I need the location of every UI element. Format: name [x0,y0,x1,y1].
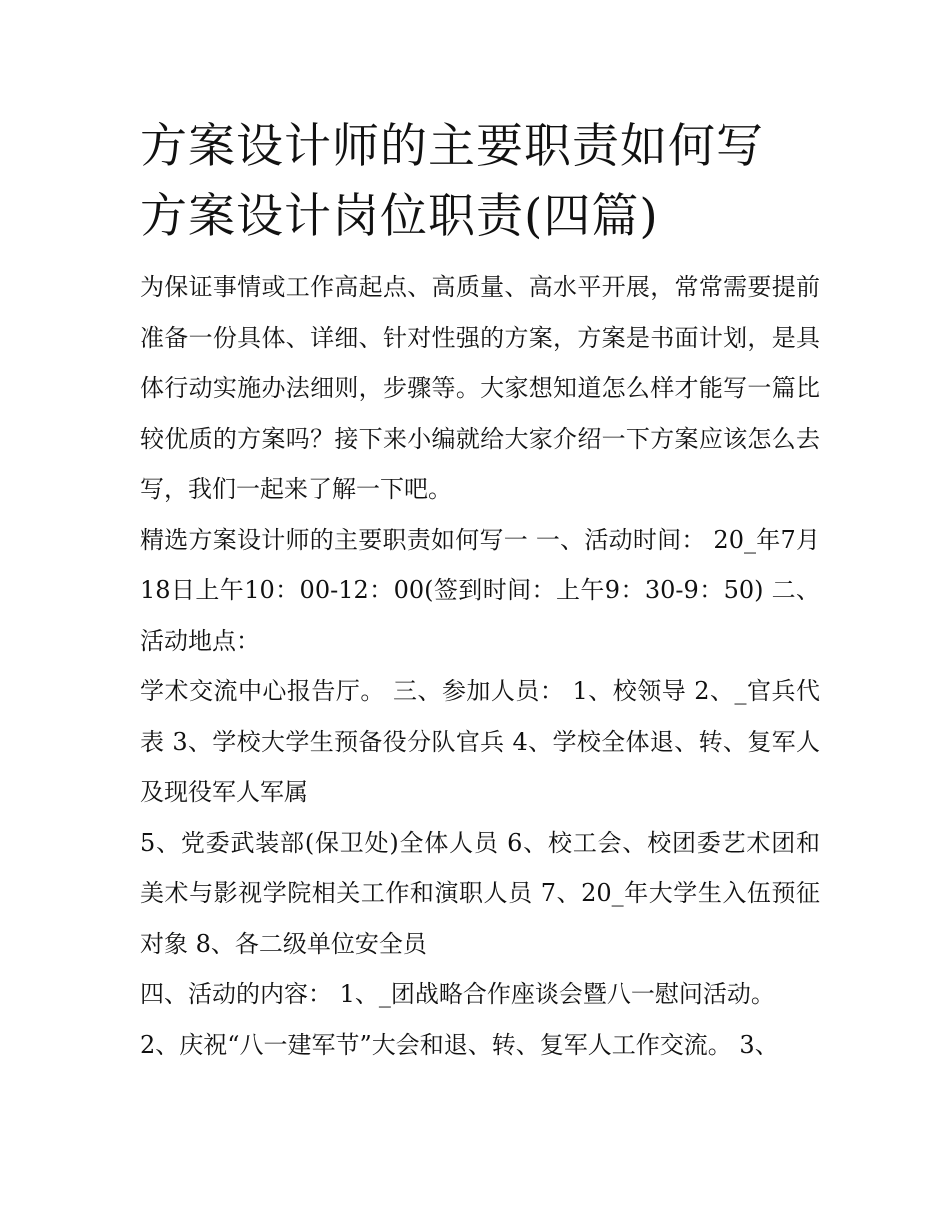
title-line-2: 方案设计岗位职责(四篇) [140,189,659,244]
celebration-paragraph: 2、庆祝“八一建军节”大会和退、转、复军人工作交流。 3、 [140,1030,779,1059]
activity-time-paragraph: 精选方案设计师的主要职责如何写一 一、活动时间： 20_年7月18日上午10：00-12：00(签到时间：上午9：30-9：50) 二、活动地点： [140,525,820,655]
participants-continued-paragraph: 5、党委武装部(保卫处)全体人员 6、校工会、校团委艺术团和美术与影视学院相关工作和演职人员 7、20_年大学生入伍预征对象 8、各二级单位安全员 [140,828,820,958]
participants-paragraph: 学术交流中心报告厅。 三、参加人员： 1、校领导 2、_官兵代表 3、学校大学生预备役分队官兵 4、学校全体退、转、复军人及现役军人军属 [140,677,820,806]
document-page [140,112,820,1070]
title-line-1: 方案设计师的主要职责如何写 [140,119,764,174]
activity-content-paragraph: 四、活动的内容： 1、_团战略合作座谈会暨八一慰问活动。 [140,980,775,1008]
intro-paragraph: 为保证事情或工作高起点、高质量、高水平开展，常常需要提前准备一份具体、详细、针对性强的方案，方案是书面计划，是具体行动实施办法细则，步骤等。大家想知道怎么样才能写一篇比较优质的方案吗？接下来小编就给大家介绍一下方案应该怎么去写，我们一起来了解一下吧。 [140,273,820,503]
document-body [140,262,820,1070]
document-title [140,112,820,252]
